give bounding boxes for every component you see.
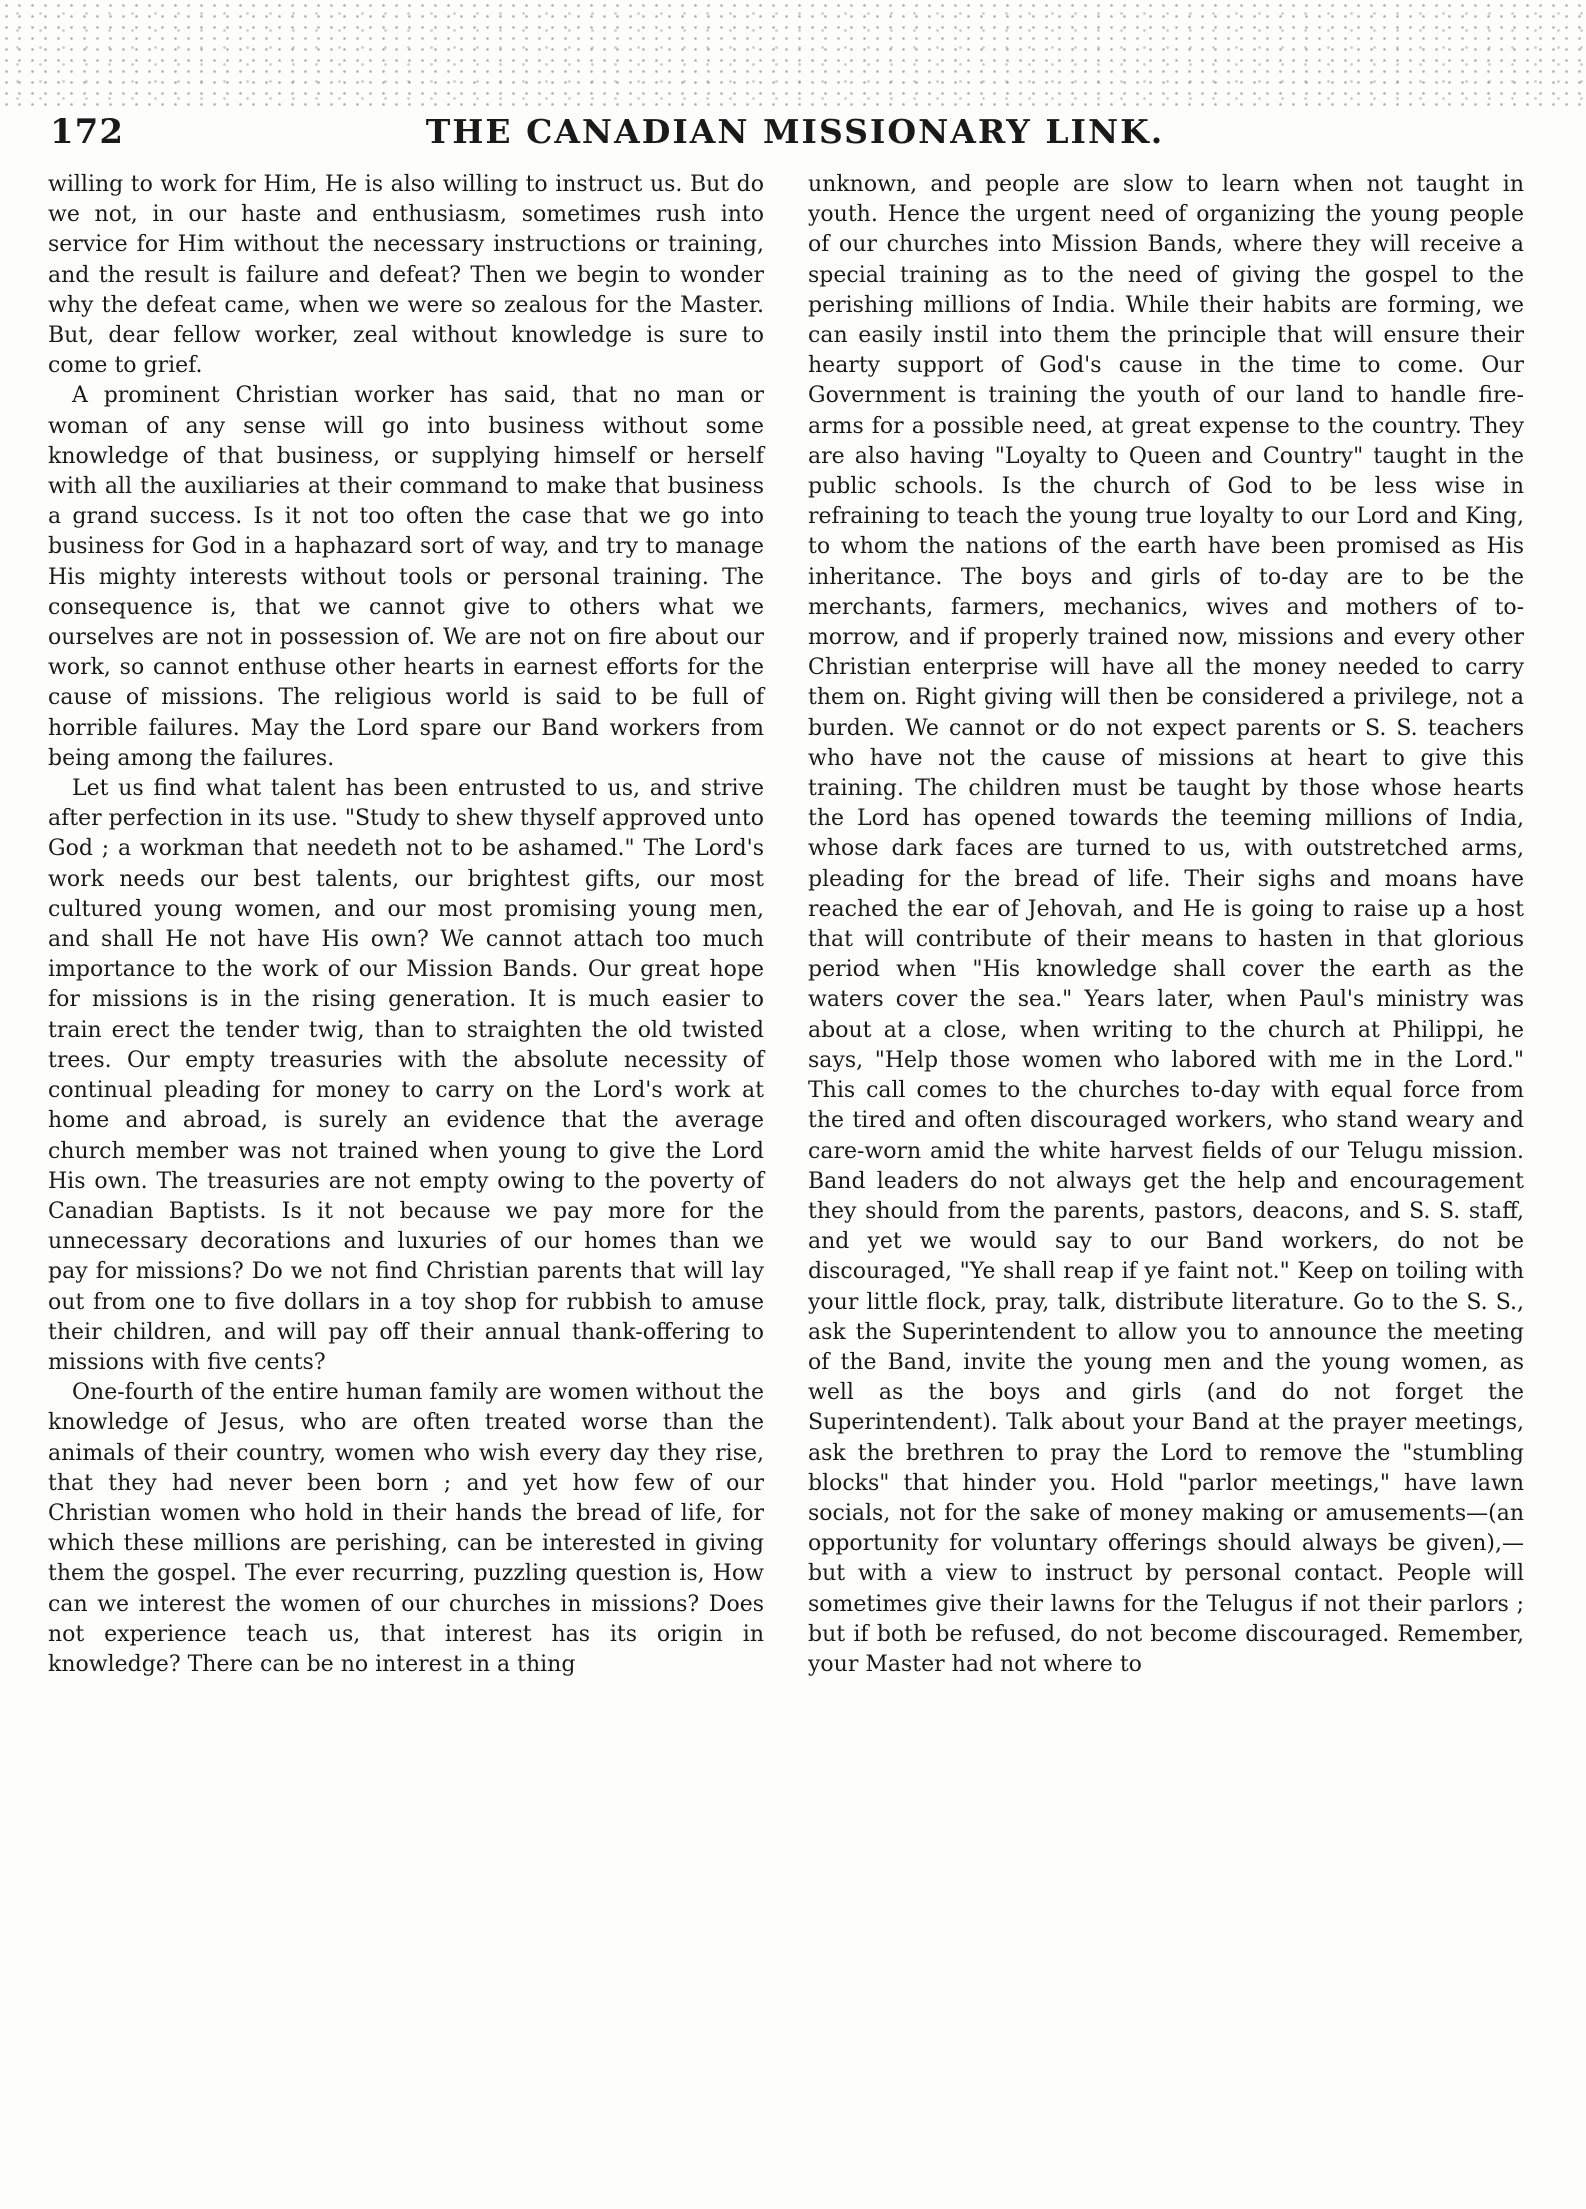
page-number: 172 — [50, 112, 124, 152]
print-noise — [0, 0, 1586, 110]
paragraph: A prominent Christian worker has said, that no man or woman of any sense will go into business without some knowledge of that business, or supplying himself or herself with all the auxiliaries at their command to make that business a grand success. Is it not too often the case that we go into business for God in a haphazard sort of way, and try to manage His mighty interests without tools or personal training. The consequence is, that we cannot give to others what we ourselves are not in possession of. We are not on fire about our work, so cannot enthuse other hearts in earnest efforts for the cause of missions. The religious world is said to be full of horrible failures. May the Lord spare our Band workers from being among the failures. — [48, 383, 764, 771]
page-header — [50, 112, 1540, 162]
paragraph: willing to work for Him, He is also willing to instruct us. But do we not, in our haste and enthusiasm, sometimes rush into service for Him without the necessary instructions or training, and the result is failure and defeat? Then we begin to wonder why the defeat came, when we were so zealous for the Master. But, dear fellow worker, zeal without knowledge is sure to come to grief. — [48, 172, 764, 379]
running-title: THE CANADIAN MISSIONARY LINK. — [425, 112, 1165, 151]
left-column — [48, 170, 764, 1680]
paragraph: One-fourth of the entire human family are women without the knowledge of Jesus, who are often treated worse than the animals of their country, women who wish every day they rise, that they had never been born ; and yet how few of our Christian women who hold in their hands the bread of life, for which these millions are perishing, can be interested in giving them the gospel. The ever recurring, puzzling question is, How can we interest the women of our churches in missions? Does not experience teach us, that interest has its origin in knowledge? There can be no interest in a thing — [48, 1380, 764, 1677]
right-column — [808, 170, 1524, 1680]
paragraph: unknown, and people are slow to learn when not taught in youth. Hence the urgent need of organizing the young people of our churches into Mission Bands, where they will receive a special training as to the need of giving the gospel to the perishing millions of India. While their habits are forming, we can easily instil into them the principle that will ensure their hearty support of God's cause in the time to come. Our Government is training the youth of our land to handle fire-arms for a possible need, at great expense to the country. They are also having "Loyalty to Queen and Country" taught in the public schools. Is the church of God to be less wise in refraining to teach the young true loyalty to our Lord and King, to whom the nations of the earth have been promised as His inheritance. The boys and girls of to-day are to be the merchants, farmers, mechanics, wives and mothers of to-morrow, and if properly trained now, missions and every other Christian enterprise will have all the money needed to carry them on. Right giving will then be considered a privilege, not a burden. We cannot or do not expect parents or S. S. teachers who have not the cause of missions at heart to give this training. The children must be taught by those whose hearts the Lord has opened towards the teeming millions of India, whose dark faces are turned to us, with outstretched arms, pleading for the bread of life. Their sighs and moans have reached the ear of Jehovah, and He is going to raise up a host that will contribute of their means to hasten in that glorious period when "His knowledge shall cover the earth as the waters cover the sea." Years later, when Paul's ministry was about at a close, when writing to the church at Philippi, he says, "Help those women who labored with me in the Lord." This call comes to the churches to-day with equal force from the tired and often discouraged workers, who stand weary and care-worn amid the white harvest fields of our Telugu mission. Band leaders do not always get the help and encouragement they should from the parents, pastors, deacons, and S. S. staff, and yet we would say to our Band workers, do not be discouraged, "Ye shall reap if ye faint not." Keep on toiling with your little flock, pray, talk, distribute literature. Go to the S. S., ask the Superintendent to allow you to announce the meeting of the Band, invite the young men and the young women, as well as the boys and girls (and do not forget the Superintendent). Talk about your Band at the prayer meetings, ask the brethren to pray the Lord to remove the "stumbling blocks" that hinder you. Hold "parlor meetings," have lawn socials, not for the sake of money making or amusements—(an opportunity for voluntary offerings should always be given),—but with a view to instruct by personal contact. People will sometimes give their lawns for the Telugus if not their parlors ; but if both be refused, do not become discouraged. Remember, your Master had not where to — [808, 172, 1524, 1677]
paragraph: Let us find what talent has been entrusted to us, and strive after perfection in its use. "Study to shew thyself approved unto God ; a workman that needeth not to be ashamed." The Lord's work needs our best talents, our brightest gifts, our most cultured young women, and our most promising young men, and shall He not have His own? We cannot attach too much importance to the work of our Mission Bands. Our great hope for missions is in the rising generation. It is much easier to train erect the tender twig, than to straighten the old twisted trees. Our empty treasuries with the absolute necessity of continual pleading for money to carry on the Lord's work at home and abroad, is surely an evidence that the average church member was not trained when young to give the Lord His own. The treasuries are not empty owing to the poverty of Canadian Baptists. Is it not because we pay more for the unnecessary decorations and luxuries of our homes than we pay for missions? Do we not find Christian parents that will lay out from one to five dollars in a toy shop for rubbish to amuse their children, and will pay off their annual thank-offering to missions with five cents? — [48, 776, 764, 1375]
